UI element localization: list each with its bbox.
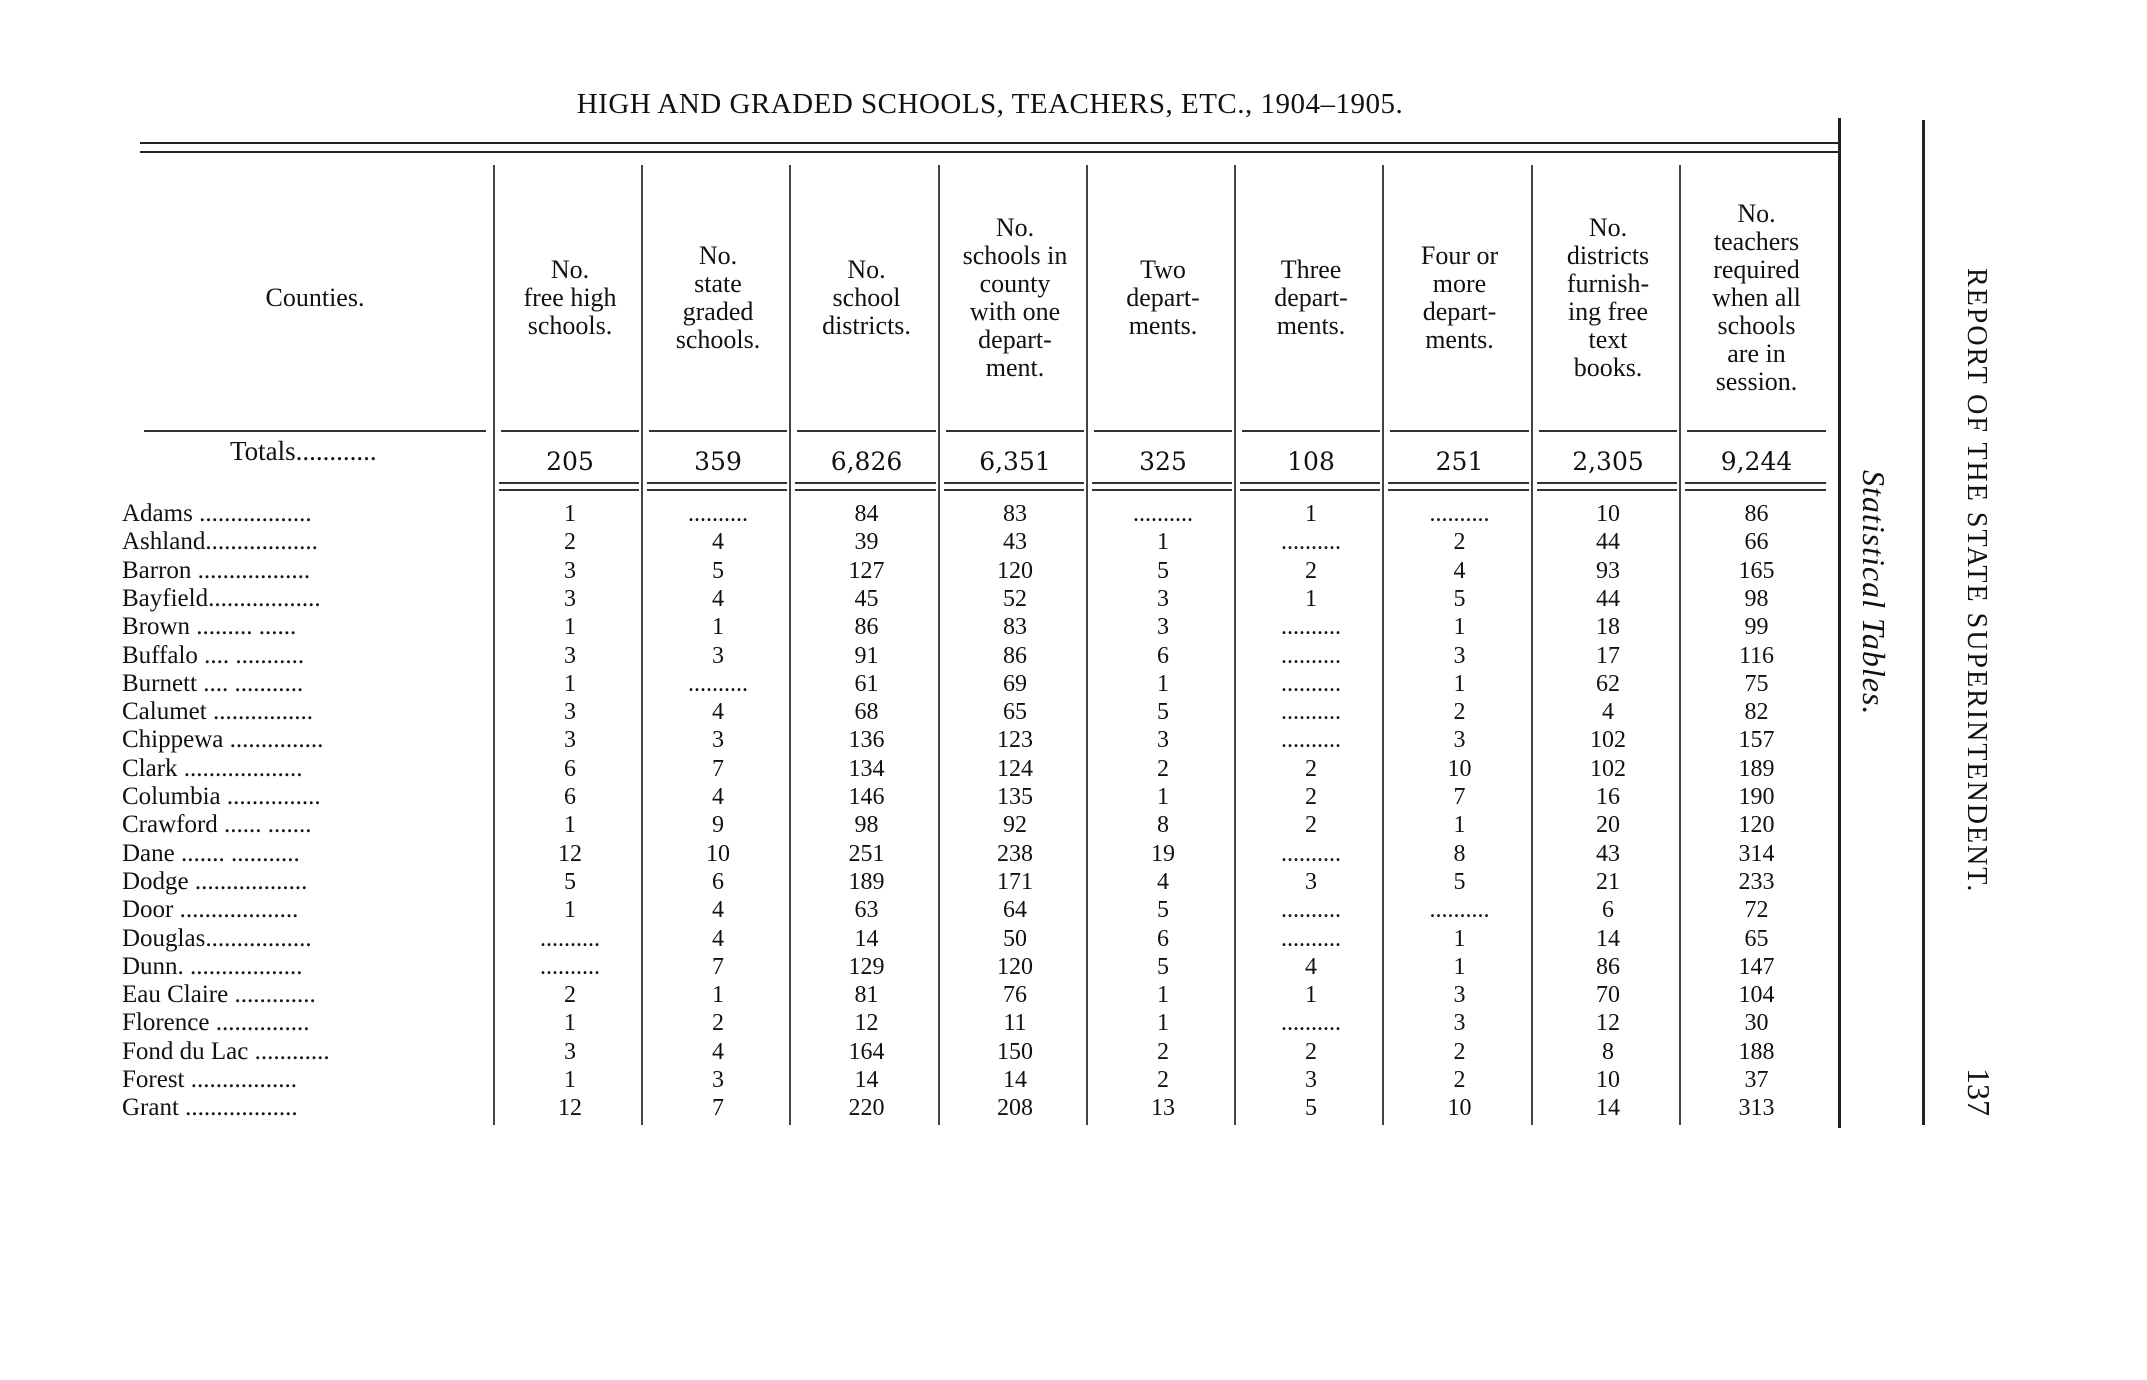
- table-cell: 83: [1003, 614, 1027, 641]
- table-cell: 3: [1453, 727, 1466, 754]
- table-cell: 68: [854, 699, 879, 726]
- table-cell: 1: [564, 1010, 576, 1037]
- table-cell: ..........: [540, 953, 600, 980]
- table-cell: 1: [712, 982, 724, 1009]
- table-cell: 84: [854, 501, 879, 527]
- totals-cell: 2,305: [1572, 446, 1644, 476]
- table-cell: 6: [564, 755, 576, 782]
- table-cell: 72: [1744, 897, 1769, 924]
- table-cell: 43: [1596, 840, 1620, 867]
- totals-double-rule: [1537, 489, 1677, 491]
- totals-cell: 9,244: [1720, 446, 1793, 476]
- table-cell: 6: [564, 784, 576, 810]
- table-cell: 171: [997, 868, 1033, 895]
- totals-double-rule: [795, 482, 936, 484]
- table-cell: 44: [1596, 585, 1620, 612]
- table-cell: 93: [1596, 557, 1620, 584]
- table-cell: 5: [564, 868, 576, 895]
- header-underline: [501, 430, 639, 432]
- table-cell: 98: [1744, 585, 1769, 612]
- table-cell: 1: [1305, 585, 1317, 612]
- table-cell: 65: [1744, 925, 1769, 952]
- table-cell: 5: [1157, 897, 1169, 924]
- totals-double-rule: [1685, 482, 1826, 484]
- table-cell: 124: [997, 755, 1033, 782]
- table-cell: ..........: [1281, 699, 1341, 726]
- totals-cell: 359: [694, 446, 742, 476]
- table-cell: 5: [1157, 953, 1169, 980]
- table-cell: ..........: [688, 670, 748, 697]
- table-cell: 7: [712, 953, 724, 980]
- county-name: Adams ..................: [122, 500, 312, 527]
- table-cell: 120: [1738, 812, 1775, 839]
- table-cell: 86: [1003, 642, 1027, 669]
- table-cell: 1: [1305, 501, 1317, 527]
- table-cell: 91: [854, 642, 879, 669]
- table-cell: 120: [997, 953, 1033, 980]
- page-title: HIGH AND GRADED SCHOOLS, TEACHERS, ETC., 1904–1905.: [576, 88, 1404, 120]
- table-cell: 190: [1738, 784, 1775, 810]
- column-header: No. schools in county with one depart- ment.: [962, 212, 1068, 382]
- table-cell: 208: [997, 1095, 1033, 1122]
- table-cell: 30: [1744, 1010, 1769, 1037]
- table-cell: 3: [712, 727, 724, 754]
- county-name: Burnett .... ...........: [122, 669, 304, 697]
- table-cell: 120: [997, 557, 1033, 584]
- totals-double-rule: [1092, 482, 1232, 484]
- table-cell: 14: [854, 925, 879, 952]
- table-cell: 5: [1157, 557, 1169, 584]
- county-name: Fond du Lac ............: [122, 1037, 330, 1065]
- table-cell: 64: [1003, 897, 1027, 924]
- table-cell: 18: [1596, 614, 1620, 641]
- totals-double-rule: [944, 489, 1084, 491]
- column-header: No. school districts.: [822, 254, 911, 340]
- totals-double-rule: [795, 489, 936, 491]
- table-cell: 314: [1738, 840, 1775, 867]
- totals-double-rule: [499, 482, 639, 484]
- table-cell: 3: [564, 699, 576, 726]
- county-name: Dane ....... ...........: [122, 839, 300, 867]
- table-cell: 44: [1596, 529, 1620, 556]
- table-cell: 2: [1453, 529, 1466, 556]
- totals-double-rule: [1092, 489, 1232, 491]
- table-cell: 102: [1590, 755, 1626, 782]
- table-cell: 1: [1157, 982, 1169, 1009]
- table-cell: ..........: [1281, 925, 1341, 952]
- table-cell: 3: [1157, 727, 1169, 754]
- header-underline: [797, 430, 936, 432]
- county-name: Dunn. ..................: [122, 952, 303, 980]
- table-cell: 2: [1453, 1038, 1466, 1065]
- table-cell: 2: [1305, 1038, 1317, 1065]
- table-cell: 135: [997, 784, 1033, 810]
- table-cell: 165: [1738, 557, 1775, 584]
- table-cell: 83: [1003, 501, 1027, 527]
- table-cell: 6: [1602, 897, 1614, 924]
- table-cell: 1: [1157, 784, 1169, 810]
- table-cell: 5: [1453, 585, 1466, 612]
- table-cell: 10: [1596, 1067, 1620, 1093]
- table-cell: 2: [712, 1010, 724, 1037]
- table-cell: 2: [1305, 755, 1317, 782]
- table-cell: 3: [1157, 614, 1169, 641]
- table-cell: 150: [997, 1038, 1033, 1065]
- table-cell: 3: [1305, 868, 1317, 895]
- table-cell: 16: [1596, 784, 1620, 810]
- table-cell: 6: [1157, 642, 1169, 669]
- table-cell: 65: [1003, 699, 1027, 726]
- table-cell: 238: [997, 840, 1033, 867]
- county-name: Chippewa ...............: [122, 726, 324, 754]
- side-label: Statistical Tables.: [1856, 470, 1892, 716]
- totals-double-rule: [499, 489, 639, 491]
- table-cell: ..........: [1281, 670, 1341, 697]
- table-cell: 4: [712, 897, 724, 924]
- margin-rule: [1922, 120, 1925, 1125]
- table-cell: 62: [1596, 670, 1620, 697]
- table-cell: ..........: [1281, 1010, 1341, 1037]
- header-underline: [1539, 430, 1677, 432]
- table-cell: 3: [1453, 1010, 1466, 1037]
- table-cell: 134: [848, 755, 885, 782]
- totals-cell: 325: [1139, 446, 1187, 476]
- table-cell: 3: [712, 642, 724, 669]
- totals-cell: 251: [1435, 446, 1484, 476]
- table-cell: 8: [1453, 840, 1466, 867]
- column-header: No. free high schools.: [523, 254, 617, 340]
- totals-label: Totals............: [230, 436, 377, 466]
- totals-cell: 205: [546, 446, 594, 476]
- column-header: No. districts furnish- ing free text books.: [1566, 212, 1650, 382]
- totals-double-rule: [1537, 482, 1677, 484]
- county-name: Calumet ................: [122, 698, 313, 726]
- table-cell: 220: [848, 1095, 885, 1122]
- totals-cell: 6,351: [979, 446, 1051, 476]
- county-name: Crawford ...... .......: [122, 811, 312, 839]
- table-cell: 4: [712, 1038, 724, 1065]
- table-cell: 116: [1738, 642, 1775, 669]
- column-header: Four or more depart- ments.: [1420, 240, 1499, 354]
- table-cell: 61: [854, 670, 879, 697]
- table-cell: 1: [1305, 982, 1317, 1009]
- totals-double-rule: [1388, 482, 1529, 484]
- table-cell: 75: [1744, 670, 1769, 697]
- table-cell: 6: [712, 868, 724, 895]
- table-cell: 14: [1596, 925, 1620, 952]
- header-underline: [1390, 430, 1529, 432]
- table-cell: 251: [848, 840, 885, 867]
- table-cell: 127: [848, 557, 885, 584]
- table-cell: 3: [564, 642, 576, 669]
- table-cell: 21: [1596, 868, 1620, 895]
- county-name: Douglas.................: [122, 924, 312, 952]
- county-name: Grant ..................: [122, 1094, 298, 1122]
- table-cell: 81: [854, 982, 879, 1009]
- table-cell: 63: [854, 897, 879, 924]
- table-cell: ..........: [1281, 529, 1341, 556]
- county-name: Forest .................: [122, 1066, 297, 1093]
- county-name: Columbia ...............: [122, 783, 321, 810]
- table-cell: 188: [1738, 1038, 1775, 1065]
- table-cell: 3: [564, 1038, 576, 1065]
- table-cell: 233: [1738, 868, 1775, 895]
- table-cell: 69: [1003, 670, 1027, 697]
- table-cell: 3: [712, 1067, 724, 1093]
- table-cell: 3: [1305, 1067, 1317, 1093]
- table-cell: 92: [1003, 812, 1027, 839]
- table-cell: 76: [1003, 982, 1027, 1009]
- table-cell: 1: [712, 614, 724, 641]
- table-cell: 14: [1003, 1067, 1027, 1093]
- table-cell: 1: [1453, 953, 1466, 980]
- table-cell: 3: [564, 585, 576, 612]
- table-cell: 43: [1003, 529, 1027, 556]
- table-cell: 313: [1738, 1095, 1775, 1122]
- table-cell: 1: [1453, 670, 1466, 697]
- totals-double-rule: [944, 482, 1084, 484]
- table-cell: 1: [564, 670, 576, 697]
- table-cell: 2: [1453, 1067, 1466, 1093]
- table-cell: 10: [1447, 1095, 1472, 1122]
- totals-double-rule: [647, 489, 787, 491]
- table-cell: 2: [1305, 812, 1317, 839]
- table-cell: 4: [712, 699, 724, 726]
- table-cell: 10: [1596, 501, 1620, 527]
- totals-cell: 108: [1287, 446, 1335, 476]
- table-cell: 2: [1157, 755, 1169, 782]
- table-cell: 1: [1157, 1010, 1169, 1037]
- table-cell: 86: [1744, 501, 1769, 527]
- column-header: Three depart- ments.: [1274, 254, 1348, 340]
- table-cell: 98: [854, 812, 879, 839]
- table-cell: 17: [1596, 642, 1620, 669]
- table-cell: 2: [1305, 784, 1317, 810]
- table-cell: 1: [564, 812, 576, 839]
- table-cell: ..........: [1281, 897, 1341, 924]
- table-cell: 1: [1157, 670, 1169, 697]
- table-cell: 11: [1003, 1010, 1027, 1037]
- table-cell: 5: [1157, 699, 1169, 726]
- table-right-border: [1838, 118, 1841, 1128]
- table-cell: ..........: [1133, 501, 1193, 527]
- county-name: Bayfield..................: [122, 584, 321, 612]
- page-number: 137: [1961, 1068, 1997, 1116]
- table-cell: 5: [1453, 868, 1466, 895]
- table-cell: ..........: [1281, 727, 1341, 754]
- table-cell: 7: [1453, 784, 1466, 810]
- title-rule: [140, 142, 1840, 144]
- table-cell: 189: [1738, 755, 1775, 782]
- column-header: No. teachers required when all schools are in session.: [1712, 198, 1801, 396]
- table-cell: 7: [712, 1095, 724, 1122]
- table-cell: 3: [564, 557, 576, 584]
- table-cell: 39: [854, 529, 879, 556]
- header-underline: [1094, 430, 1232, 432]
- table-cell: 3: [1453, 982, 1466, 1009]
- table-cell: 1: [564, 1067, 576, 1093]
- table-cell: 123: [997, 727, 1033, 754]
- table-cell: 1: [564, 614, 576, 641]
- table-cell: 4: [712, 585, 724, 612]
- table-cell: ..........: [1281, 642, 1341, 669]
- table-cell: 8: [1602, 1038, 1614, 1065]
- column-divider: [493, 165, 495, 1125]
- header-underline: [144, 430, 486, 432]
- table-cell: 1: [1453, 925, 1466, 952]
- table-cell: 4: [1602, 699, 1614, 726]
- table-cell: 12: [558, 1095, 582, 1122]
- table-cell: 147: [1738, 953, 1775, 980]
- table-cell: 3: [1453, 642, 1466, 669]
- table-cell: 164: [848, 1038, 885, 1065]
- totals-double-rule: [1685, 489, 1826, 491]
- table-cell: 2: [1453, 699, 1466, 726]
- table-cell: 157: [1738, 727, 1775, 754]
- table-cell: 4: [712, 784, 724, 810]
- header-underline: [1687, 430, 1826, 432]
- table-cell: 2: [564, 982, 576, 1009]
- column-header: No. state graded schools.: [675, 240, 761, 354]
- title-rule-double: [140, 151, 1840, 153]
- table-cell: 13: [1151, 1095, 1175, 1122]
- table-cell: 37: [1744, 1067, 1769, 1093]
- table-cell: 5: [1305, 1095, 1317, 1122]
- table-cell: 4: [1453, 557, 1466, 584]
- table-cell: 8: [1157, 812, 1169, 839]
- table-cell: 3: [564, 727, 576, 754]
- totals-double-rule: [1240, 489, 1380, 491]
- table-cell: 1: [1453, 812, 1466, 839]
- running-head: REPORT OF THE STATE SUPERINTENDENT.: [1961, 268, 1992, 894]
- county-name: Ashland..................: [122, 528, 318, 556]
- table-cell: 52: [1003, 585, 1027, 612]
- table-cell: 2: [564, 529, 576, 556]
- header-underline: [946, 430, 1084, 432]
- county-name: Dodge ..................: [122, 867, 308, 895]
- table-cell: 6: [1157, 925, 1169, 952]
- table-cell: 12: [558, 840, 582, 867]
- table-cell: 2: [1305, 557, 1317, 584]
- header-underline: [649, 430, 787, 432]
- table-cell: 4: [712, 529, 724, 556]
- table-cell: 2: [1157, 1067, 1169, 1093]
- county-name: Door ...................: [122, 896, 299, 924]
- table-cell: ..........: [1281, 840, 1341, 867]
- totals-double-rule: [1240, 482, 1380, 484]
- table-cell: 129: [848, 953, 885, 980]
- county-name: Eau Claire .............: [122, 981, 316, 1009]
- totals-double-rule: [647, 482, 787, 484]
- table-cell: 50: [1003, 925, 1027, 952]
- table-cell: 10: [706, 840, 730, 867]
- table-cell: 86: [854, 614, 879, 641]
- table-cell: 146: [848, 784, 885, 810]
- table-cell: ..........: [1281, 614, 1341, 641]
- table-cell: 45: [854, 585, 879, 612]
- county-name: Florence ...............: [122, 1009, 310, 1037]
- table-cell: 189: [848, 868, 885, 895]
- header-underline: [1242, 430, 1380, 432]
- table-cell: 1: [1157, 529, 1169, 556]
- totals-double-rule: [1388, 489, 1529, 491]
- table-cell: 1: [564, 501, 576, 527]
- header-counties: Counties.: [265, 282, 365, 312]
- table-cell: 4: [1157, 868, 1169, 895]
- table-cell: 1: [564, 897, 576, 924]
- totals-cell: 6,826: [830, 446, 903, 476]
- county-name: Buffalo .... ...........: [122, 641, 305, 669]
- table-cell: 4: [712, 925, 724, 952]
- table-cell: 66: [1744, 529, 1769, 556]
- table-cell: 14: [1596, 1095, 1620, 1122]
- table-cell: 82: [1744, 699, 1769, 726]
- table-cell: ..........: [688, 501, 748, 527]
- table-cell: 70: [1596, 982, 1620, 1009]
- table-cell: 12: [1596, 1010, 1620, 1037]
- table-cell: 1: [1453, 614, 1466, 641]
- table-cell: 136: [848, 727, 885, 754]
- table-cell: 99: [1744, 614, 1769, 641]
- table-cell: 104: [1738, 982, 1775, 1009]
- table-cell: ..........: [1429, 501, 1490, 527]
- county-name: Brown ......... ......: [122, 613, 297, 641]
- table-cell: 10: [1447, 755, 1472, 782]
- table-cell: 14: [854, 1067, 879, 1093]
- table-cell: 5: [712, 557, 724, 584]
- table-cell: 86: [1596, 953, 1620, 980]
- county-name: Barron ..................: [122, 556, 311, 584]
- table-cell: 7: [712, 755, 724, 782]
- table-cell: 20: [1596, 812, 1620, 839]
- column-header: Two depart- ments.: [1126, 254, 1200, 340]
- table-cell: 3: [1157, 585, 1169, 612]
- table-cell: ..........: [1429, 897, 1490, 924]
- county-name: Clark ...................: [122, 754, 303, 782]
- table-cell: ..........: [540, 925, 600, 952]
- table-cell: 102: [1590, 727, 1626, 754]
- table-cell: 9: [712, 812, 724, 839]
- table-cell: 19: [1151, 840, 1175, 867]
- table-cell: 4: [1305, 953, 1317, 980]
- table-cell: 12: [854, 1010, 879, 1037]
- table-cell: 2: [1157, 1038, 1169, 1065]
